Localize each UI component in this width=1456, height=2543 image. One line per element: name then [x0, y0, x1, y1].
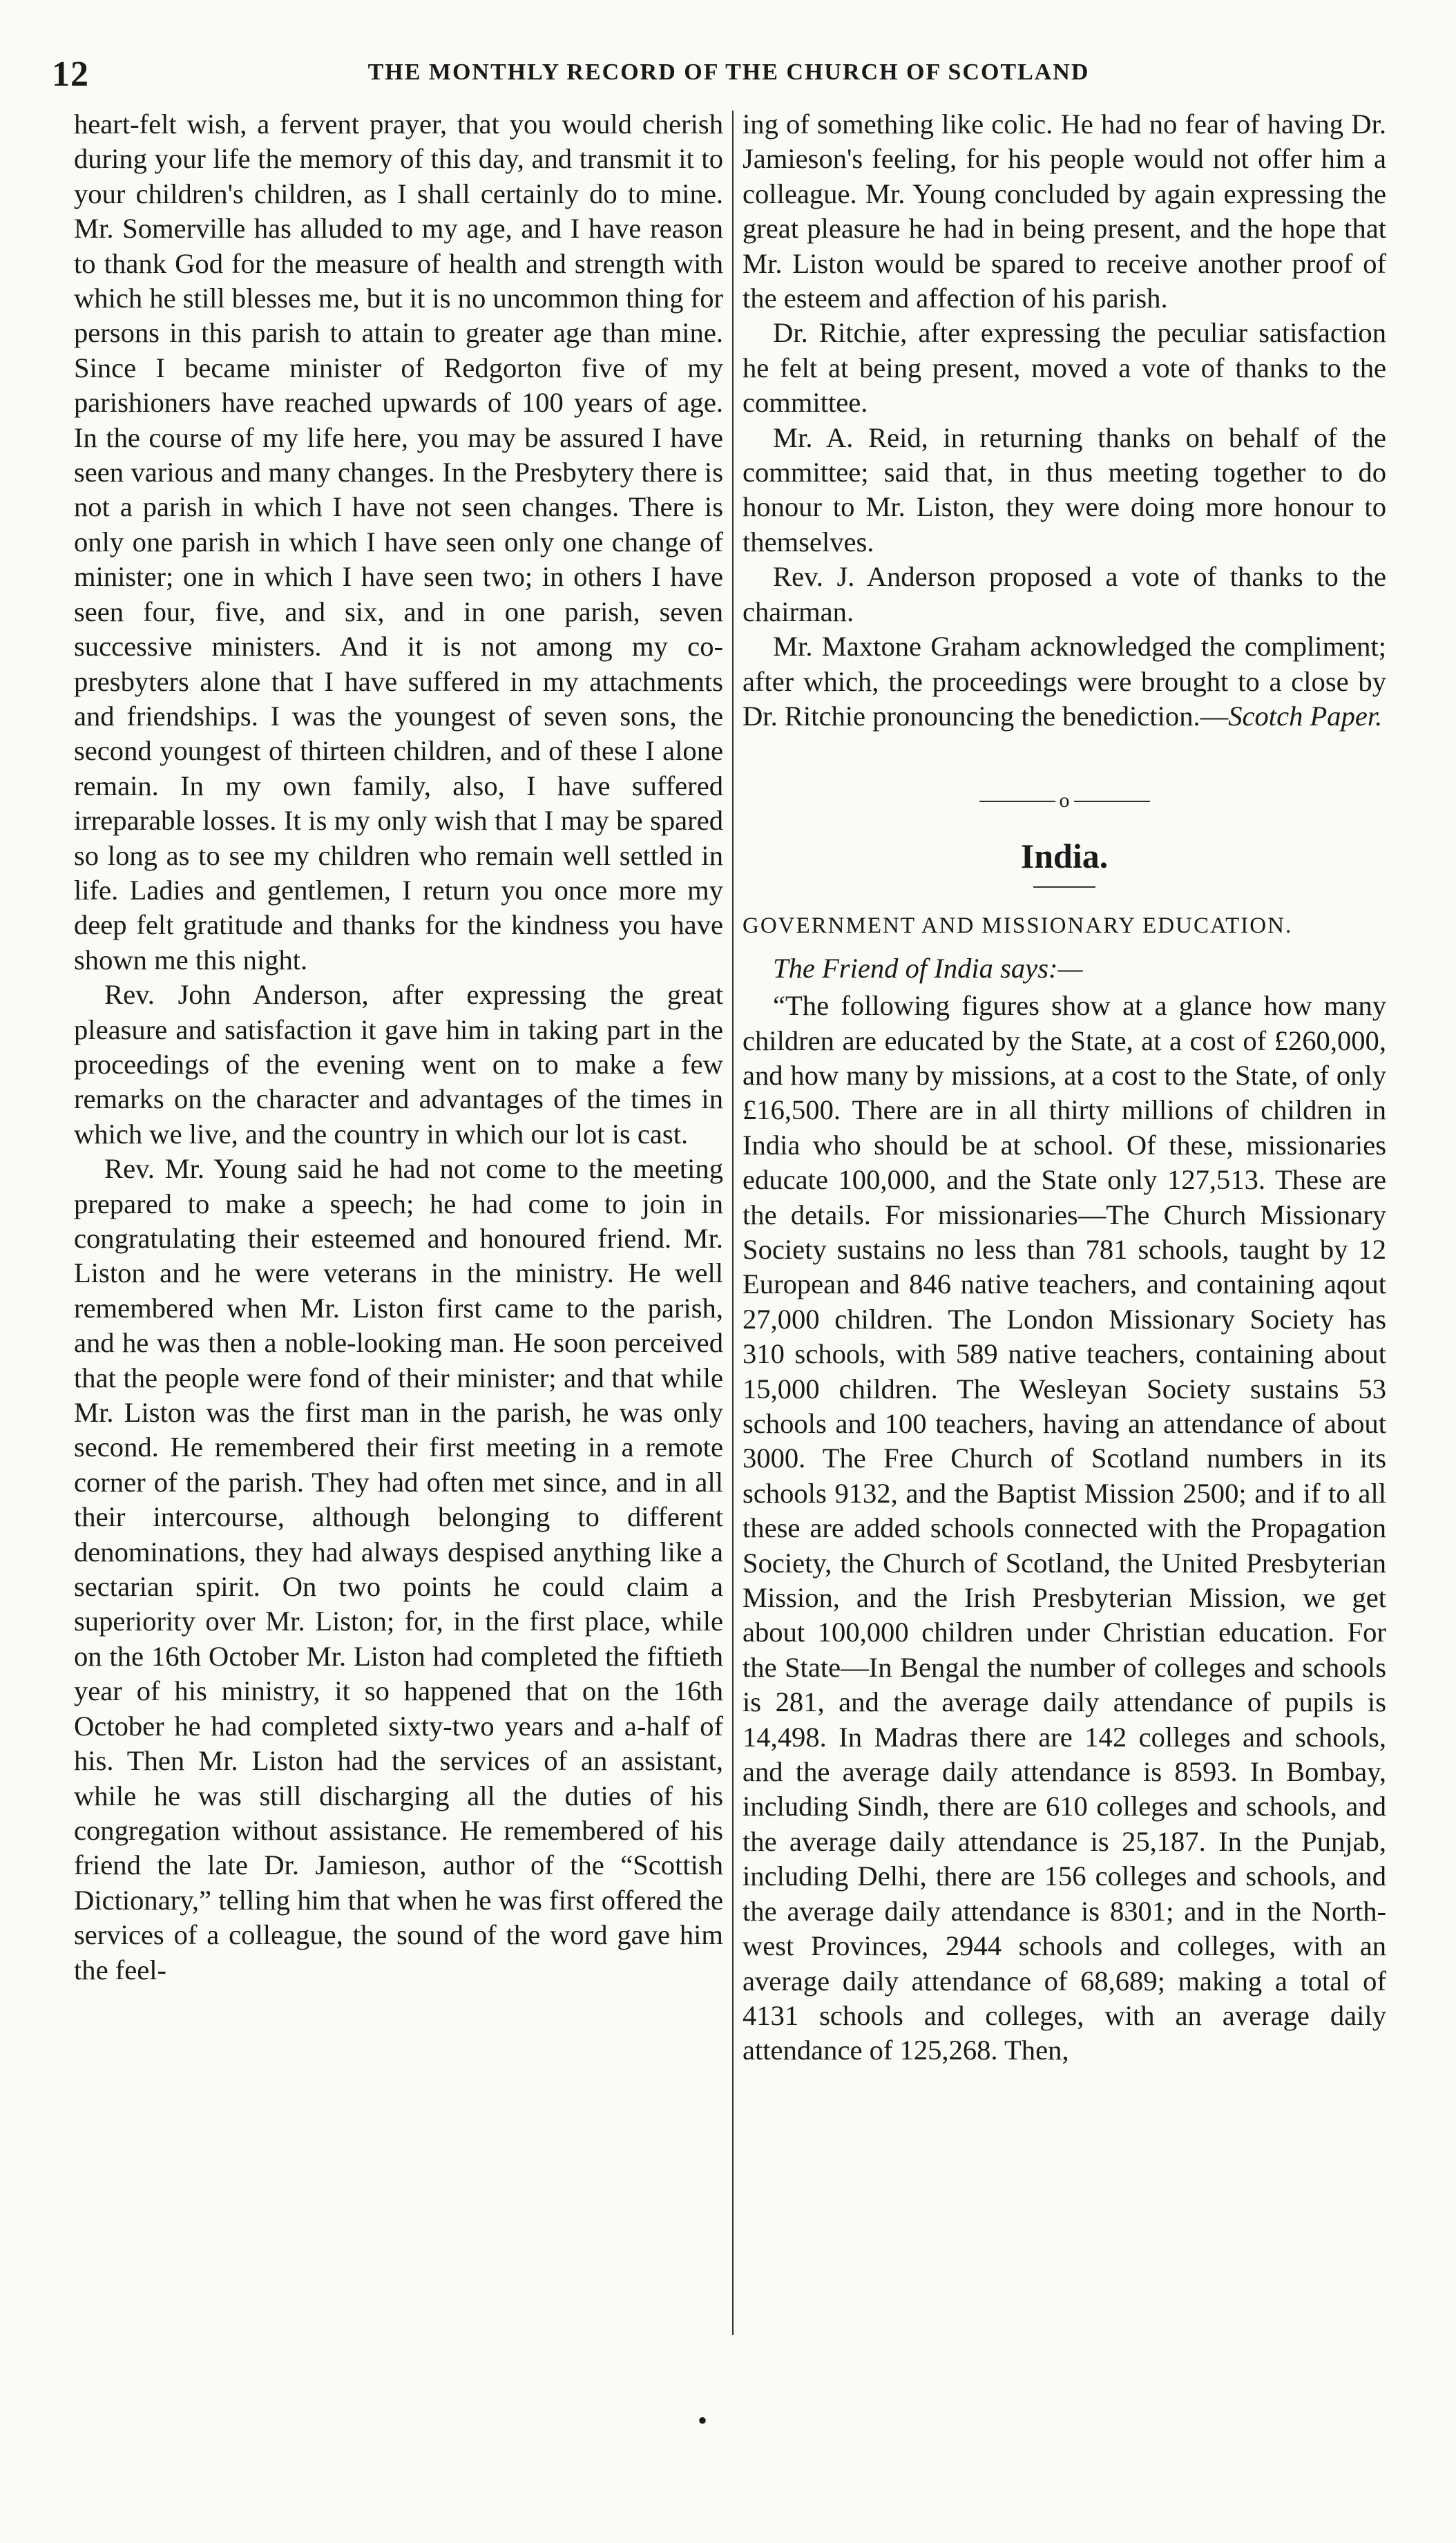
- footer-mark: •: [698, 2405, 708, 2436]
- section-divider: [743, 782, 1386, 818]
- paragraph: Dr. Ritchie, after expressing the peculiar satisfaction he felt at being present, moved a vote of thanks to the committee.: [743, 317, 1386, 419]
- source-citation: Scotch Paper.: [1228, 700, 1383, 732]
- right-column: [743, 107, 1386, 2068]
- paragraph: Mr. A. Reid, in returning thanks on behalf of the committee; said that, in thus meeting together to do honour to Mr. Liston, they were doing more honour to themselves.: [743, 421, 1386, 558]
- page-number: 12: [52, 55, 89, 94]
- paragraph: ing of something like colic. He had no fear of having Dr. Jamieson's feeling, for his people would not offer him a colleague. Mr. Young concluded by again expressing the great pleasure he had in being present, and the hope that Mr. Liston would be spared to receive another proof of the esteem and affection of his parish.: [743, 108, 1386, 314]
- column-divider: [732, 111, 734, 2335]
- subheading: GOVERNMENT AND MISSIONARY EDUCATION.: [743, 913, 1293, 938]
- title-rule: [1033, 886, 1095, 888]
- quote-paragraph: “The following figures show at a glance how many children are educated by the State, at a cost of £260,000, and how many by missions, at a cost to the State, of only £16,500. There are in all thirty millions of children in India who should be at school. Of these, missionaries educate 100,000, and the State only 127,513. These are the details. For missionaries—The Church Missionary Society sustains no less than 781 schools, taught by 12 European and 846 native teachers, and containing aqout 27,000 children. The London Missionary Society has 310 schools, with 589 native teachers, containing about 15,000 children. The Wesleyan Society sustains 53 schools and 100 teachers, having an attendance of about 3000. The Free Church of Scotland numbers in its schools 9132, and the Baptist Mission 2500; and if to all these are added schools connected with the Propagation Society, the Church of Scotland, the United Presbyterian Mission, and the Irish Presbyterian Mission, we get about 100,000 children under Christian education. For the State—In Bengal the number of colleges and schools is 281, and the average daily attendance of pupils is 14,498. In Madras there are 142 colleges and schools, and the average daily attendance is 8593. In Bombay, including Sindh, there are 610 colleges and schools, and the average daily attendance is 25,187. In the Punjab, including Delhi, there are 156 colleges and schools, and the average daily attendance is 8301; and in the North-west Provinces, 2944 schools and colleges, with an average daily attendance of 68,689; making a total of 4131 schools and colleges, with an average daily attendance of 125,268. Then,: [743, 990, 1386, 2066]
- running-title: THE MONTHLY RECORD OF THE CHURCH OF SCOTLAND: [367, 59, 1090, 85]
- intro-line: The Friend of India says:—: [773, 952, 1083, 984]
- paragraph-text: Mr. Maxtone Graham acknowledged the compliment; after which, the proceedings were brought to a close by Dr. Ritchie pronouncing the benediction.—: [743, 631, 1386, 732]
- paragraph: Rev. J. Anderson proposed a vote of thanks to the chairman.: [743, 561, 1386, 627]
- paragraph: [743, 629, 1386, 734]
- page-header: [45, 48, 1412, 97]
- paragraph: heart-felt wish, a fervent prayer, that you would cherish during your life the memory of this day, and transmit it to your children's children, as I shall certainly do to mine. Mr. Somerville has alluded to my age, and I have reason to thank God for the measure of health and strength with which he still blesses me, but it is no uncommon thing for persons in this parish to attain to greater age than mine. Since I became minister of Redgorton five of my parishioners have reached upwards of 100 years of age. In the course of my life here, you may be assured I have seen various and many changes. In the Presbytery there is not a parish in which I have not seen changes. There is only one parish in which I have seen only one change of minister; one in which I have seen two; in others I have seen four, five, and six, and in one parish, seven successive ministers. And it is not among my co-presbyters alone that I have suffered in my attachments and friendships. I was the youngest of seven sons, the second youngest of thirteen children, and of these I alone remain. In my own family, also, I have suffered irreparable losses. It is my only wish that I may be spared so long as to see my children who remain well settled in life. Ladies and gentlemen, I return you once more my deep felt gratitude and thanks for the kindness you have shown me this night.: [74, 108, 723, 975]
- section-title: India.: [1020, 836, 1109, 875]
- paragraph: Rev. John Anderson, after expressing the great pleasure and satisfaction it gave him in taking part in the proceedings of the evening went on to make a few remarks on the character and advantages of the times in which we live, and the country in which our lot is cast.: [74, 979, 723, 1150]
- divider-ornament: o: [1059, 789, 1070, 812]
- left-column: [74, 107, 723, 1988]
- paragraph: Rev. Mr. Young said he had not come to the meeting prepared to make a speech; he had come to join in congratulating their esteemed and honoured friend. Mr. Liston and he were veterans in the ministry. He well remembered when Mr. Liston first came to the parish, and he was then a noble-looking man. He soon perceived that the people were fond of their minister; and that while Mr. Liston was the first man in the parish, he was only second. He remembered their first meeting in a remote corner of the parish. They had often met since, and in all their intercourse, although belonging to different denominations, they had always despised anything like a sectarian spirit. On two points he could claim a superiority over Mr. Liston; for, in the first place, while on the 16th October Mr. Liston had completed the fiftieth year of his ministry, it so happened that on the 16th October he had completed sixty-two years and a-half of his. Then Mr. Liston had the services of an assistant, while he was still discharging all the duties of his congregation without assistance. He remembered of his friend the late Dr. Jamieson, author of the “Scottish Dictionary,” telling him that when he was first offered the services of a colleague, the sound of the word gave him the feel-: [74, 1153, 723, 1985]
